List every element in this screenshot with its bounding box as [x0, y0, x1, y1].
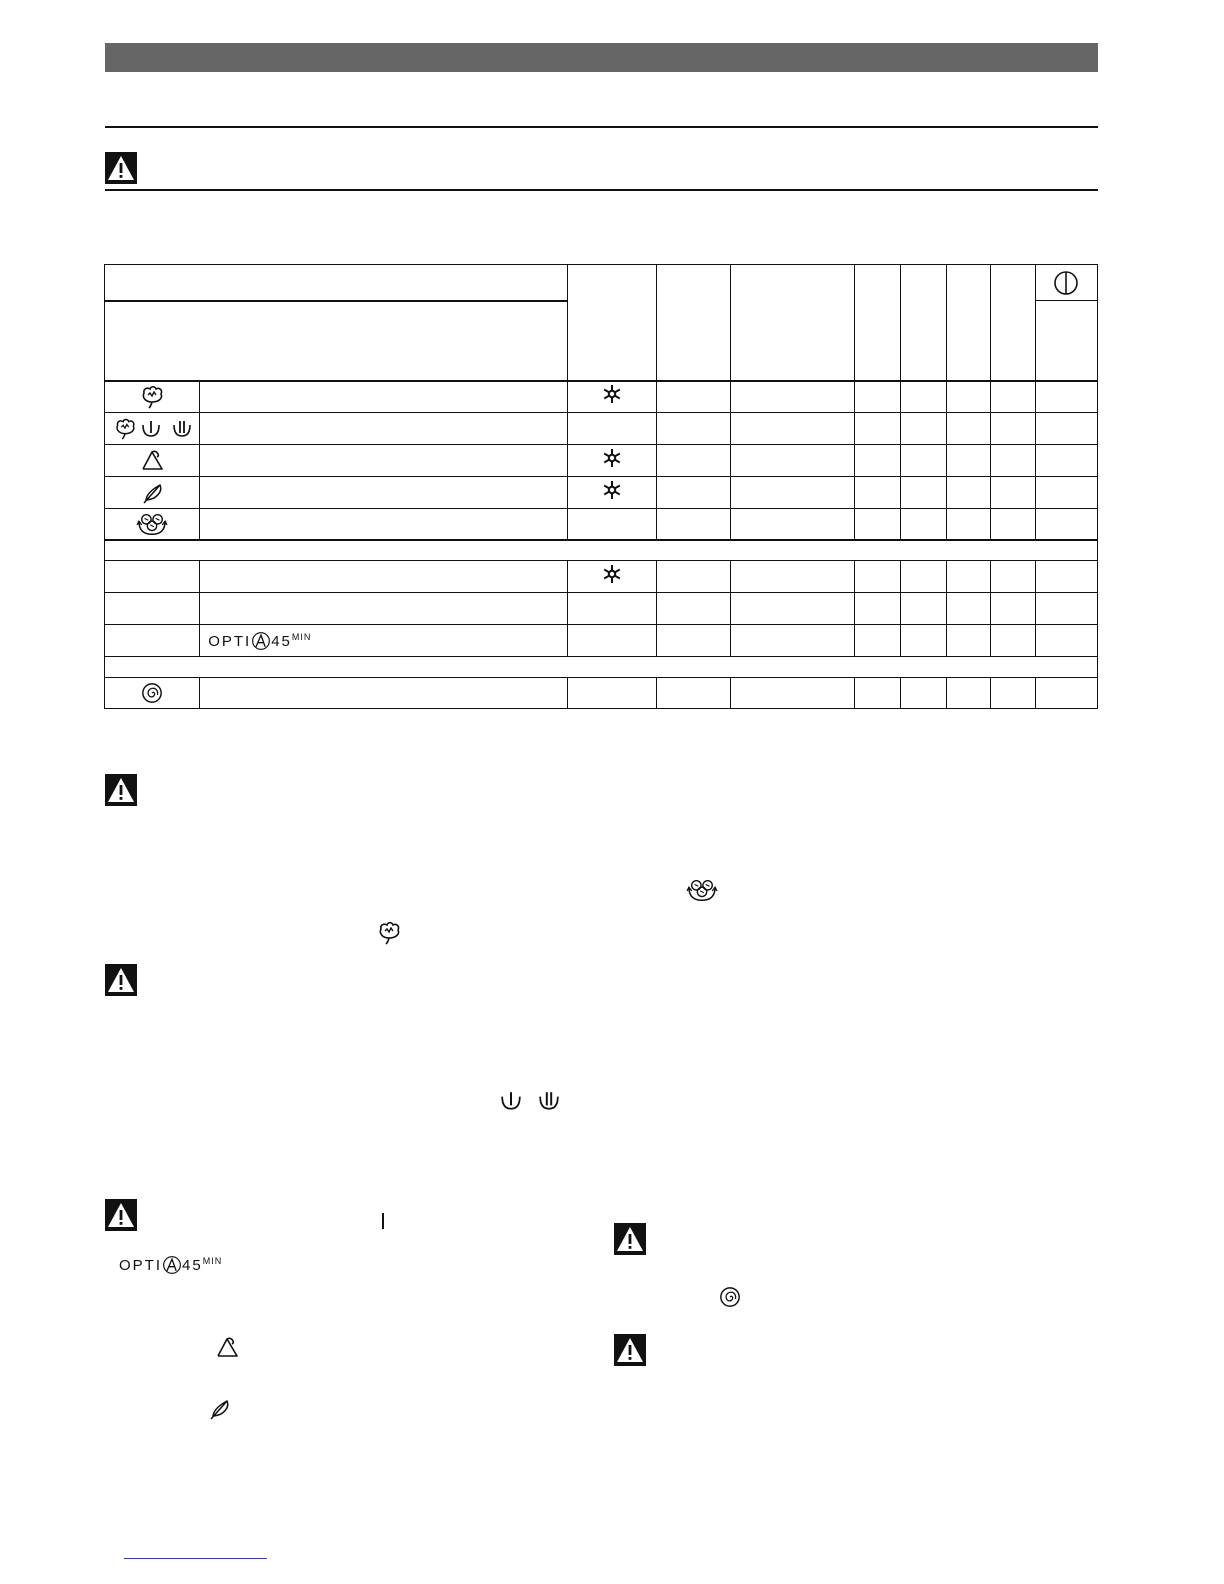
row-cell: [900, 678, 946, 709]
section-rule-top: [105, 126, 1098, 128]
row-cell: [731, 561, 855, 593]
cotton-icon: [376, 920, 402, 946]
row-cell: [567, 381, 656, 413]
synthetic-icon: [214, 1335, 240, 1361]
mix-sports-icon: [134, 510, 170, 538]
table-header-cell: [567, 265, 656, 381]
row-cell: [855, 381, 900, 413]
row-cell: [657, 561, 731, 593]
table-row: [105, 561, 1098, 593]
row-cell: [731, 593, 855, 625]
header-bar: [105, 43, 1098, 72]
row-cell: [567, 561, 656, 593]
table-header-cell: [731, 265, 855, 381]
row-cell: [855, 561, 900, 593]
table-row: [105, 477, 1098, 509]
table-row: [105, 509, 1098, 540]
row-cell: [900, 413, 946, 445]
table-header-cell: [900, 265, 946, 381]
table-header-cell: [657, 265, 731, 381]
row-cell: [946, 678, 990, 709]
row-cell: [855, 509, 900, 540]
row-cell: [946, 593, 990, 625]
warning-icon: [105, 1199, 137, 1231]
section-cell: [105, 657, 1098, 678]
table-row: [105, 678, 1098, 709]
row-cell: [900, 625, 946, 657]
cotton-icon: [113, 417, 137, 441]
table-header-cell: [1035, 265, 1097, 301]
row-cell: [1035, 477, 1097, 509]
table-row: [105, 593, 1098, 625]
opti-text: OPTI: [208, 632, 252, 650]
opti-a-icon: [162, 1255, 182, 1275]
row-cell: [900, 445, 946, 477]
table-header-cell: [946, 265, 990, 381]
programme-table: [104, 264, 1098, 709]
mix-sports-icon: [684, 876, 720, 904]
section-rule-bottom: [105, 189, 1098, 191]
row-icon-cell: [105, 413, 200, 445]
opti-a-icon: [251, 631, 271, 651]
row-cell: [731, 509, 855, 540]
delicate-feather-icon: [206, 1396, 232, 1422]
row-cell: [990, 561, 1035, 593]
row-label-cell: [200, 561, 568, 593]
row-cell: [990, 509, 1035, 540]
row-cell: [1035, 413, 1097, 445]
row-cell: [657, 593, 731, 625]
row-cell: [567, 413, 656, 445]
row-label-cell: [200, 509, 568, 540]
row-cell: [900, 381, 946, 413]
row-cell: [1035, 509, 1097, 540]
row-cell: [657, 509, 731, 540]
row-label-cell: [200, 445, 568, 477]
row-label-cell: [200, 413, 568, 445]
table-header-cell: [105, 265, 568, 301]
row-cell: [1035, 625, 1097, 657]
opti-45-text: [119, 1255, 222, 1275]
row-cell: [855, 413, 900, 445]
snowflake-icon: [602, 384, 622, 404]
row-label-cell: [200, 625, 568, 657]
row-icon-cell: [105, 625, 200, 657]
footnote-link-underline[interactable]: [124, 1558, 267, 1559]
warning-icon: [105, 152, 137, 184]
text-cursor-mark: [382, 1213, 384, 1229]
table-row: [105, 625, 1098, 657]
moon-crescent-icon: [1054, 269, 1078, 297]
opti-unit: MIN: [202, 1256, 223, 1266]
row-label-cell: [200, 593, 568, 625]
row-cell: [657, 477, 731, 509]
row-cell: [946, 477, 990, 509]
row-cell: [567, 625, 656, 657]
warning-icon: [105, 774, 137, 806]
row-label-cell: [200, 477, 568, 509]
row-cell: [731, 413, 855, 445]
row-icon-cell: [105, 477, 200, 509]
opti-45-logo: [119, 1255, 222, 1275]
row-cell: [1035, 593, 1097, 625]
row-cell: [1035, 561, 1097, 593]
row-cell: [946, 445, 990, 477]
spin-spiral-icon: [141, 682, 163, 704]
row-cell: [990, 381, 1035, 413]
section-cell: [105, 540, 1098, 561]
opti-unit: MIN: [291, 631, 312, 642]
table-header-cell: [1035, 301, 1097, 381]
row-cell: [731, 381, 855, 413]
warning-icon: [614, 1223, 646, 1255]
row-icon-cell: [105, 561, 200, 593]
row-cell: [657, 625, 731, 657]
row-cell: [900, 593, 946, 625]
table-row: [105, 413, 1098, 445]
table-row: [105, 381, 1098, 413]
warning-icon: [105, 964, 137, 996]
drop-single-icon: [141, 419, 161, 439]
row-cell: [657, 678, 731, 709]
row-cell: [990, 477, 1035, 509]
row-icon-cell: [105, 509, 200, 540]
snowflake-icon: [602, 564, 622, 584]
synthetic-icon: [139, 448, 165, 474]
row-cell: [946, 561, 990, 593]
row-cell: [990, 413, 1035, 445]
row-label-cell: [200, 678, 568, 709]
row-cell: [657, 381, 731, 413]
table-row: [105, 445, 1098, 477]
row-cell: [855, 625, 900, 657]
row-cell: [731, 477, 855, 509]
row-cell: [900, 477, 946, 509]
row-icon-cell: [105, 445, 200, 477]
delicate-feather-icon: [139, 480, 165, 506]
table-header-cell: [855, 265, 900, 381]
row-cell: [731, 625, 855, 657]
snowflake-icon: [602, 480, 622, 500]
row-cell: [567, 477, 656, 509]
warning-icon: [614, 1334, 646, 1366]
row-cell: [855, 445, 900, 477]
row-cell: [855, 593, 900, 625]
row-icon-cell: [105, 593, 200, 625]
row-cell: [990, 445, 1035, 477]
snowflake-icon: [602, 448, 622, 468]
row-cell: [731, 445, 855, 477]
opti-minutes: 45: [182, 1257, 203, 1274]
opti-45-logo: [208, 631, 311, 651]
drop-single-icon: [500, 1090, 522, 1112]
row-cell: [855, 477, 900, 509]
row-cell: [990, 593, 1035, 625]
table-section-row: [105, 540, 1098, 561]
row-cell: [900, 509, 946, 540]
opti-minutes: 45: [271, 632, 292, 650]
row-cell: [1035, 381, 1097, 413]
row-cell: [657, 445, 731, 477]
opti-text: OPTI: [119, 1257, 163, 1274]
row-cell: [1035, 445, 1097, 477]
row-cell: [657, 413, 731, 445]
row-cell: [1035, 678, 1097, 709]
spin-spiral-icon: [719, 1286, 741, 1308]
table-header-cell: [105, 301, 568, 381]
row-icon-cell: [105, 381, 200, 413]
drop-double-icon: [538, 1090, 560, 1112]
row-cell: [567, 678, 656, 709]
row-icon-cell: [105, 678, 200, 709]
row-cell: [946, 625, 990, 657]
row-cell: [946, 509, 990, 540]
row-cell: [567, 509, 656, 540]
row-cell: [567, 445, 656, 477]
cotton-icon: [139, 384, 165, 410]
row-cell: [946, 381, 990, 413]
row-cell: [855, 678, 900, 709]
table-section-row: [105, 657, 1098, 678]
table-header-cell: [990, 265, 1035, 381]
row-cell: [731, 678, 855, 709]
table-header-row: [105, 265, 1098, 301]
row-label-cell: [200, 381, 568, 413]
drop-double-icon: [172, 419, 192, 439]
row-cell: [946, 413, 990, 445]
row-cell: [900, 561, 946, 593]
row-cell: [990, 625, 1035, 657]
row-cell: [567, 593, 656, 625]
row-cell: [990, 678, 1035, 709]
